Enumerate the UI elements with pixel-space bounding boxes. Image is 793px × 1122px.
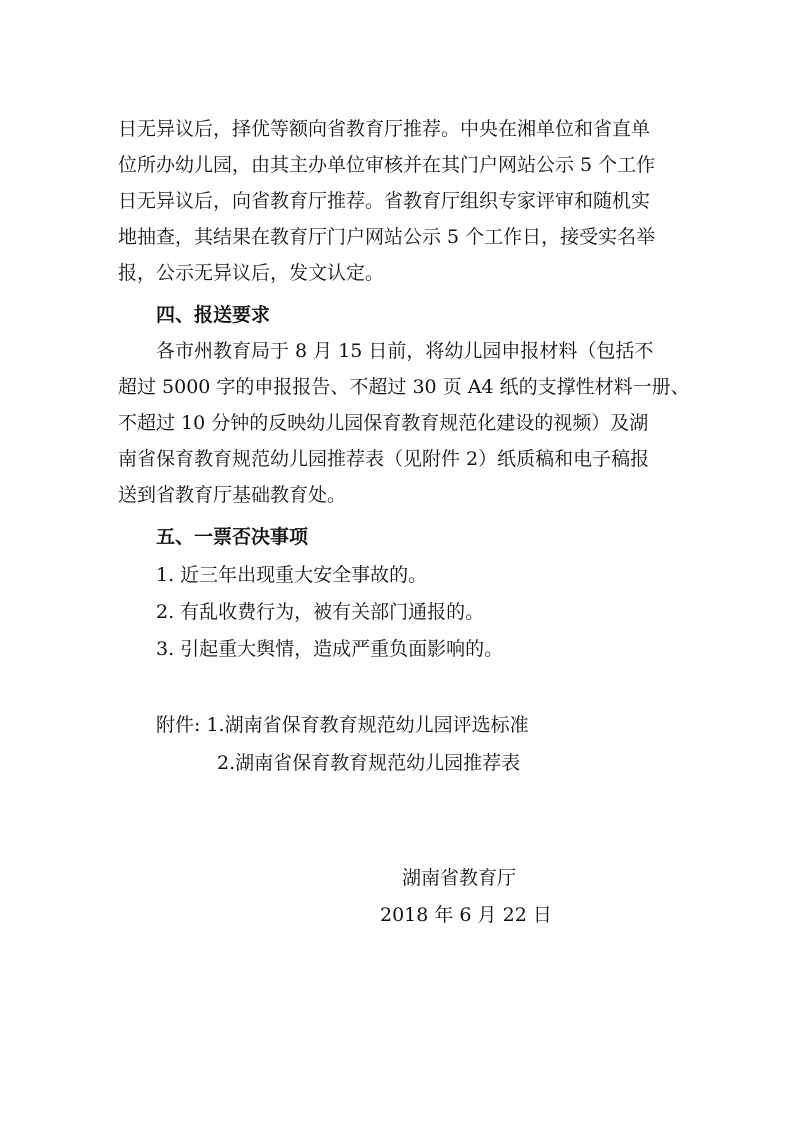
paragraph-line: 超过 5000 字的申报报告、不超过 30 页 A4 纸的支撑性材料一册、 [118, 376, 690, 398]
attachment-line-1: 附件: 1.湖南省保育教育规范幼儿园评选标准 [156, 714, 529, 736]
list-item: 2. 有乱收费行为，被有关部门通报的。 [156, 601, 485, 623]
signature-org: 湖南省教育厅 [402, 867, 517, 889]
paragraph-line: 南省保育教育规范幼儿园推荐表（见附件 2）纸质稿和电子稿报 [118, 448, 650, 470]
paragraph-line: 报，公示无异议后，发文认定。 [118, 262, 385, 284]
paragraph-line: 日无异议后，向省教育厅推荐。省教育厅组织专家评审和随机实 [118, 190, 651, 212]
section-heading-4: 四、报送要求 [156, 304, 271, 326]
attachment-line-2: 2.湖南省保育教育规范幼儿园推荐表 [217, 752, 521, 774]
paragraph-line: 日无异议后，择优等额向省教育厅推荐。中央在湘单位和省直单 [118, 118, 651, 140]
signature-date: 2018 年 6 月 22 日 [380, 904, 552, 926]
list-item: 3. 引起重大舆情，造成严重负面影响的。 [156, 638, 504, 660]
paragraph-line: 送到省教育厅基础教育处。 [118, 484, 347, 506]
paragraph-line: 各市州教育局于 8 月 15 日前，将幼儿园申报材料（包括不 [156, 340, 654, 362]
list-item: 1. 近三年出现重大安全事故的。 [156, 564, 428, 586]
section-heading-5: 五、一票否决事项 [156, 526, 309, 548]
paragraph-line: 不超过 10 分钟的反映幼儿园保育教育规范化建设的视频）及湖 [118, 412, 649, 434]
paragraph-line: 位所办幼儿园，由其主办单位审核并在其门户网站公示 5 个工作 [118, 154, 656, 176]
paragraph-line: 地抽查，其结果在教育厅门户网站公示 5 个工作日，接受实名举 [118, 226, 656, 248]
